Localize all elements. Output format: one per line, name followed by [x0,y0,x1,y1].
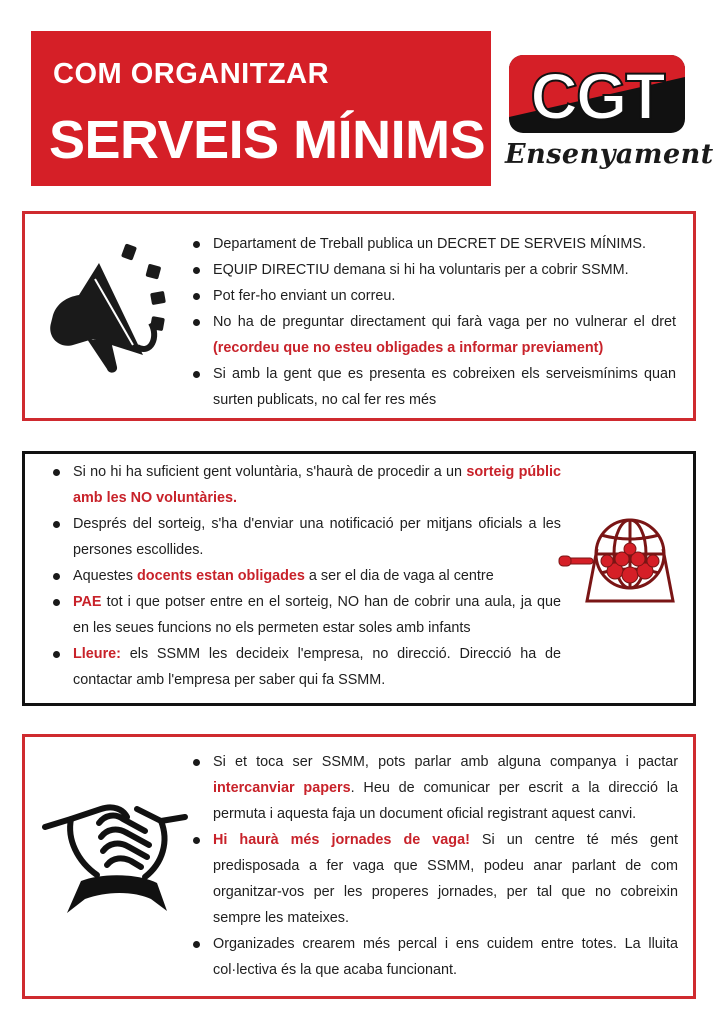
title-banner [31,31,491,186]
list-item: Lleure: els SSMM les decideix l'empresa, no direcció. Direcció ha de contactar amb l'empresa per saber qui fa SSMM. [51,641,561,693]
logo-subtitle: Ensenyament [505,139,714,170]
list-item: Departament de Treball publica un DECRET DE SERVEIS MÍNIMS. [191,231,676,257]
logo-text: CGT [530,59,664,133]
section2-list [51,459,561,693]
list-item: Si no hi ha suficient gent voluntària, s'haurà de procedir a un sorteig públic amb les NO voluntàries. [51,459,561,511]
highlight-text: Lleure: [73,646,121,662]
list-item: Aquestes docents estan obligades a ser el dia de vaga al centre [51,563,561,589]
megaphone-icon [39,239,179,379]
highlight-text: intercanviar papers [213,780,351,796]
highlight-text: Hi haurà més jornades de vaga! [213,832,470,848]
section-lottery [22,451,696,706]
section-announcement [22,211,696,421]
highlight-text: sorteig públic amb les NO voluntàries. [73,464,561,506]
list-item: Si et toca ser SSMM, pots parlar amb alguna companya i pactar intercanviar papers. Heu de comunicar per escrit a la direcció la permuta i aquesta faja un document oficial registrant aquest canvi. [191,749,678,827]
list-item: EQUIP DIRECTIU demana si hi ha voluntaris per a cobrir SSMM. [191,257,676,283]
lottery-drum-icon [557,509,687,619]
highlight-text: docents estan obligades [137,568,305,584]
list-item: Pot fer-ho enviant un correu. [191,283,676,309]
list-item: PAE tot i que potser entre en el sorteig, NO han de cobrir una aula, ja que en les seues funcions no els permeten estar soles amb infants [51,589,561,641]
section-solidarity [22,734,696,999]
list-item: Organizades crearem més percal i ens cuidem entre totes. La lluita col·lectiva és la que acaba funcionant. [191,931,678,983]
highlight-text: PAE [73,594,102,610]
list-item: No ha de preguntar directament qui farà vaga per no vulnerar el dret (recordeu que no esteu obligades a informar previament) [191,309,676,361]
list-item: Després del sorteig, s'ha d'enviar una notificació per mitjans oficials a les persones escollides. [51,511,561,563]
list-item: Hi haurà més jornades de vaga! Si un centre té més gent predisposada a fer vaga que SSMM, podeu anar parlant de com organitzar-vos per les properes jornades, per tal que no cobreixin sempre les mateixes. [191,827,678,931]
title-line-1: COM ORGANITZAR [53,58,330,90]
section3-list [191,749,678,983]
handshake-icon [41,787,189,927]
highlight-text: (recordeu que no esteu obligades a informar previament) [213,340,604,356]
section1-list [191,231,676,413]
title-line-2: SERVEIS MÍNIMS [49,110,486,170]
list-item: Si amb la gent que es presenta es cobreixen els serveismínims quan surten publicats, no cal fer res més [191,361,676,413]
